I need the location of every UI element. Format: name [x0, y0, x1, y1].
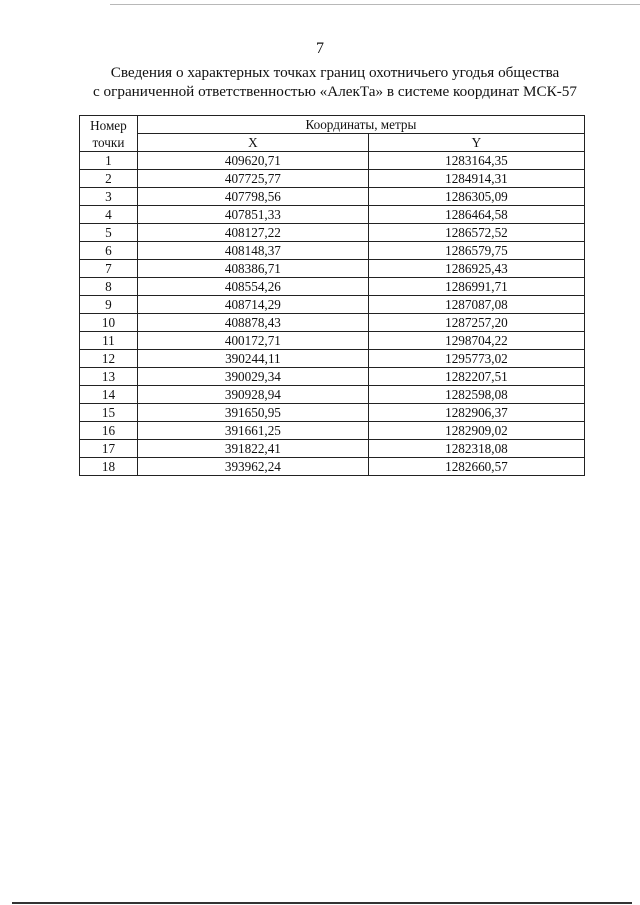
cell-x: 390928,94 [137, 386, 368, 404]
cell-y: 1287087,08 [368, 296, 584, 314]
page-number: 7 [316, 40, 324, 57]
cell-x: 408148,37 [137, 242, 368, 260]
table-row [80, 206, 585, 224]
cell-y: 1282909,02 [368, 422, 584, 440]
cell-x: 393962,24 [137, 458, 368, 476]
top-scan-line [110, 4, 640, 5]
cell-x: 407725,77 [137, 170, 368, 188]
cell-x: 400172,71 [137, 332, 368, 350]
cell-point-number: 4 [80, 206, 138, 224]
cell-x: 391822,41 [137, 440, 368, 458]
cell-point-number: 16 [80, 422, 138, 440]
cell-point-number: 6 [80, 242, 138, 260]
header-row-1 [80, 116, 585, 134]
cell-y: 1286991,71 [368, 278, 584, 296]
cell-y: 1286464,58 [368, 206, 584, 224]
cell-y: 1282598,08 [368, 386, 584, 404]
cell-y: 1283164,35 [368, 152, 584, 170]
table-row [80, 314, 585, 332]
cell-y: 1282207,51 [368, 368, 584, 386]
table-row [80, 260, 585, 278]
cell-point-number: 3 [80, 188, 138, 206]
table-row [80, 188, 585, 206]
bottom-scan-line [12, 902, 632, 904]
cell-y: 1282660,57 [368, 458, 584, 476]
cell-x: 390029,34 [137, 368, 368, 386]
table-row [80, 404, 585, 422]
cell-y: 1298704,22 [368, 332, 584, 350]
header-point-number-line1: Номер [90, 117, 127, 133]
cell-point-number: 12 [80, 350, 138, 368]
cell-x: 408127,22 [137, 224, 368, 242]
cell-point-number: 13 [80, 368, 138, 386]
title-line-1: Сведения о характерных точках границ охотничьего угодья общества [110, 64, 560, 81]
header-point-number-line2: точки [92, 134, 125, 150]
cell-point-number: 15 [80, 404, 138, 422]
cell-point-number: 11 [80, 332, 138, 350]
table-body [80, 152, 585, 476]
table-row [80, 224, 585, 242]
cell-x: 408878,43 [137, 314, 368, 332]
cell-point-number: 7 [80, 260, 138, 278]
header-point-number [80, 116, 138, 152]
table-row [80, 386, 585, 404]
cell-x: 407851,33 [137, 206, 368, 224]
cell-x: 391661,25 [137, 422, 368, 440]
table-row [80, 278, 585, 296]
cell-x: 407798,56 [137, 188, 368, 206]
table-row [80, 296, 585, 314]
table-row [80, 170, 585, 188]
table-row [80, 458, 585, 476]
cell-point-number: 14 [80, 386, 138, 404]
cell-y: 1286925,43 [368, 260, 584, 278]
document-title [40, 63, 630, 101]
cell-y: 1286572,52 [368, 224, 584, 242]
cell-point-number: 1 [80, 152, 138, 170]
table-row [80, 242, 585, 260]
cell-y: 1286305,09 [368, 188, 584, 206]
table-row [80, 440, 585, 458]
table-row [80, 152, 585, 170]
cell-y: 1286579,75 [368, 242, 584, 260]
cell-point-number: 9 [80, 296, 138, 314]
cell-x: 409620,71 [137, 152, 368, 170]
cell-x: 391650,95 [137, 404, 368, 422]
cell-y: 1284914,31 [368, 170, 584, 188]
header-row-2 [80, 134, 585, 152]
header-x: X [137, 134, 368, 152]
cell-x: 408554,26 [137, 278, 368, 296]
coordinates-table [79, 115, 585, 476]
table-row [80, 332, 585, 350]
cell-point-number: 2 [80, 170, 138, 188]
table-row [80, 368, 585, 386]
cell-point-number: 5 [80, 224, 138, 242]
cell-point-number: 10 [80, 314, 138, 332]
table-row [80, 422, 585, 440]
cell-point-number: 18 [80, 458, 138, 476]
cell-point-number: 17 [80, 440, 138, 458]
cell-y: 1282906,37 [368, 404, 584, 422]
cell-x: 408386,71 [137, 260, 368, 278]
header-y: Y [368, 134, 584, 152]
cell-y: 1282318,08 [368, 440, 584, 458]
cell-point-number: 8 [80, 278, 138, 296]
title-line-2: с ограниченной ответственностью «АлекТа» в системе координат МСК-57 [92, 83, 577, 100]
cell-y: 1295773,02 [368, 350, 584, 368]
table-row [80, 350, 585, 368]
cell-x: 408714,29 [137, 296, 368, 314]
header-coordinates: Координаты, метры [137, 116, 584, 134]
cell-x: 390244,11 [137, 350, 368, 368]
cell-y: 1287257,20 [368, 314, 584, 332]
